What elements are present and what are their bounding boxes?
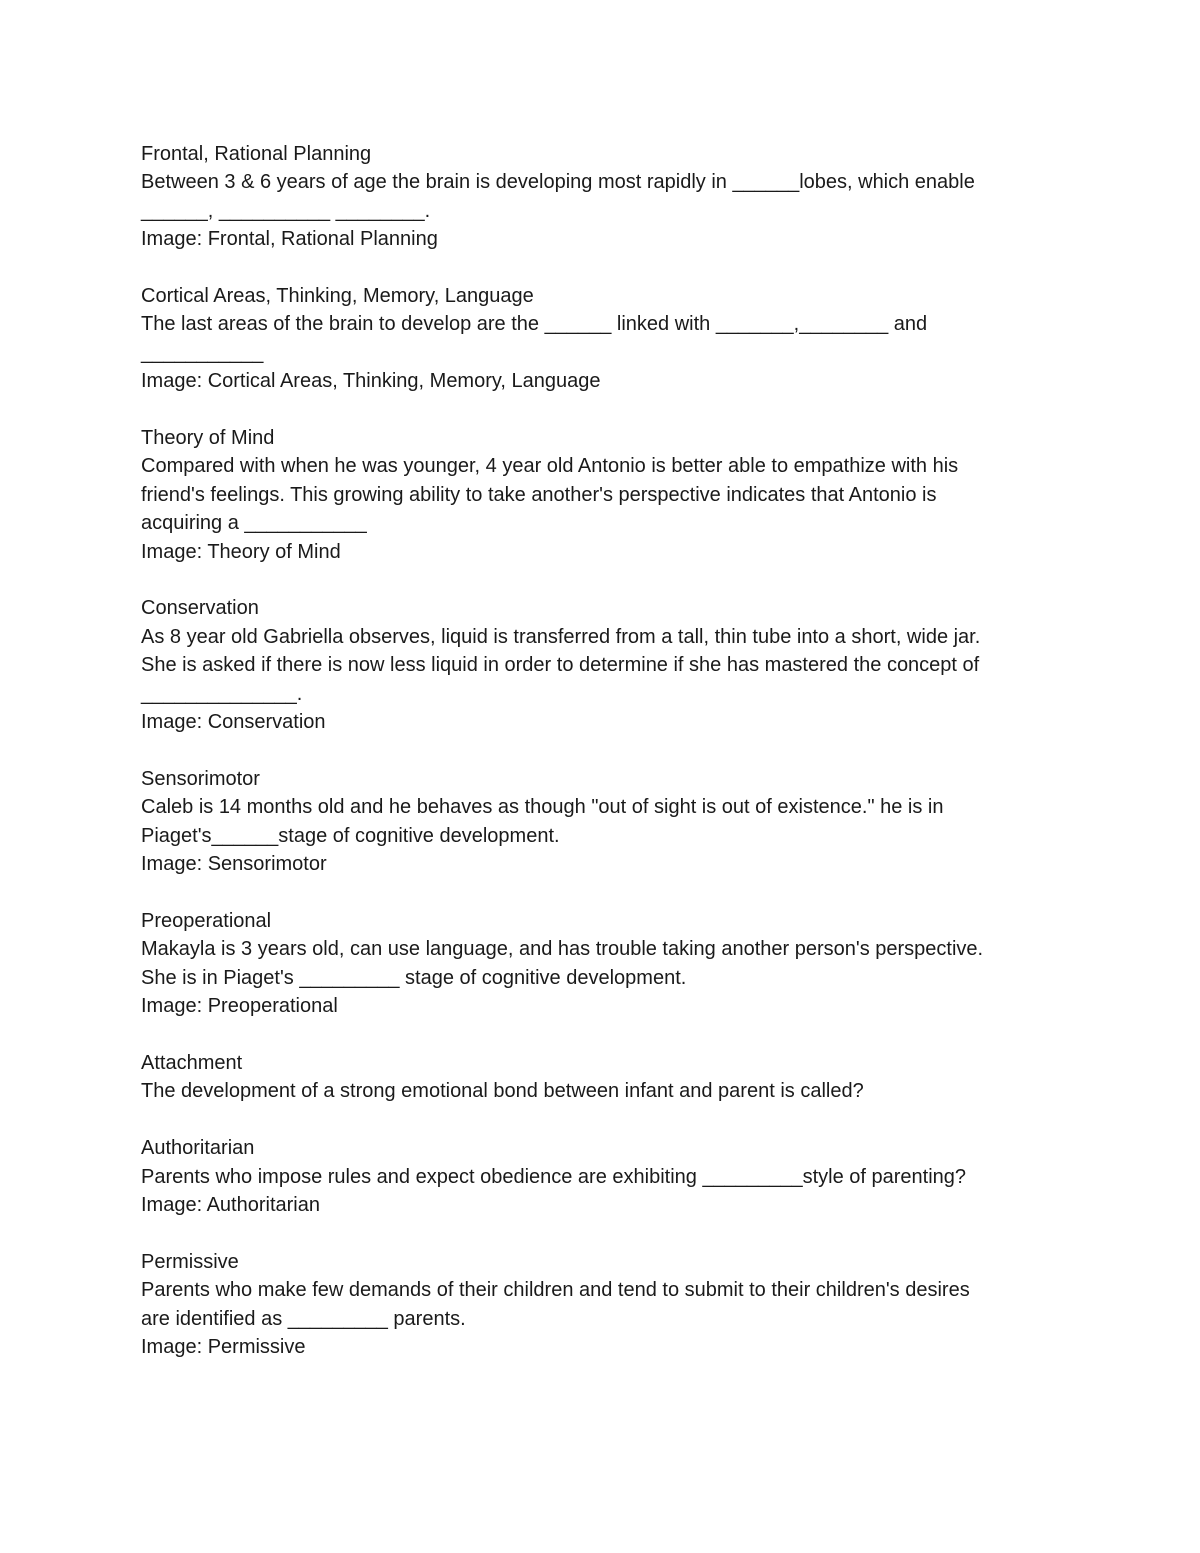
- question-line: acquiring a ___________: [141, 512, 367, 535]
- question-line: The last areas of the brain to develop are the ______ linked with _______,________ and: [141, 313, 928, 336]
- question-line: are identified as _________ parents.: [141, 1307, 466, 1330]
- term-heading: Authoritarian: [141, 1137, 255, 1160]
- flashcard-entry-cortical: [141, 282, 1071, 396]
- flashcard-entry-frontal: [141, 140, 1071, 254]
- image-caption: Image: Conservation: [141, 711, 326, 734]
- flashcard-entry-attachment: [141, 1049, 1071, 1106]
- flashcard-entry-sensorimotor: [141, 765, 1071, 879]
- term-heading: Theory of Mind: [141, 427, 275, 450]
- question-line: Caleb is 14 months old and he behaves as though "out of sight is out of existence." he is in: [141, 796, 944, 819]
- flashcard-entry-permissive: [141, 1248, 1071, 1362]
- image-caption: Image: Authoritarian: [141, 1193, 320, 1216]
- document-page: [141, 140, 1071, 1390]
- question-line: Between 3 & 6 years of age the brain is developing most rapidly in ______lobes, which enable: [141, 171, 975, 194]
- question-line: ______, __________ ________.: [141, 199, 431, 222]
- question-line: She is in Piaget's _________ stage of cognitive development.: [141, 966, 687, 989]
- image-caption: Image: Sensorimotor: [141, 853, 327, 876]
- question-line: friend's feelings. This growing ability to take another's perspective indicates that Antonio is: [141, 483, 937, 506]
- image-caption: Image: Preoperational: [141, 995, 338, 1018]
- question-line: Piaget's______stage of cognitive development.: [141, 824, 560, 847]
- term-heading: Preoperational: [141, 909, 272, 932]
- flashcard-entry-theory-of-mind: [141, 424, 1071, 566]
- question-line: ______________.: [141, 682, 303, 705]
- question-line: Parents who make few demands of their children and tend to submit to their children's desires: [141, 1279, 970, 1302]
- flashcard-entry-authoritarian: [141, 1134, 1071, 1219]
- question-line: Parents who impose rules and expect obedience are exhibiting _________style of parenting?: [141, 1165, 966, 1188]
- term-heading: Frontal, Rational Planning: [141, 143, 372, 165]
- term-heading: Cortical Areas, Thinking, Memory, Language: [141, 285, 534, 308]
- question-line: The development of a strong emotional bond between infant and parent is called?: [141, 1080, 864, 1103]
- term-heading: Attachment: [141, 1051, 243, 1074]
- question-line: As 8 year old Gabriella observes, liquid is transferred from a tall, thin tube into a short, wide jar.: [141, 625, 981, 648]
- question-line: Compared with when he was younger, 4 year old Antonio is better able to empathize with his: [141, 455, 959, 478]
- image-caption: Image: Frontal, Rational Planning: [141, 228, 438, 251]
- image-caption: Image: Cortical Areas, Thinking, Memory, Language: [141, 370, 601, 393]
- flashcard-entry-preoperational: [141, 907, 1071, 1021]
- image-caption: Image: Permissive: [141, 1335, 306, 1358]
- image-caption: Image: Theory of Mind: [141, 540, 341, 563]
- term-heading: Conservation: [141, 597, 259, 620]
- question-line: Makayla is 3 years old, can use language, and has trouble taking another person's perspective.: [141, 938, 984, 961]
- question-line: She is asked if there is now less liquid in order to determine if she has mastered the concept of: [141, 654, 980, 677]
- flashcard-entry-conservation: [141, 594, 1071, 736]
- term-heading: Sensorimotor: [141, 767, 260, 790]
- question-line: ___________: [141, 341, 264, 364]
- term-heading: Permissive: [141, 1250, 239, 1273]
